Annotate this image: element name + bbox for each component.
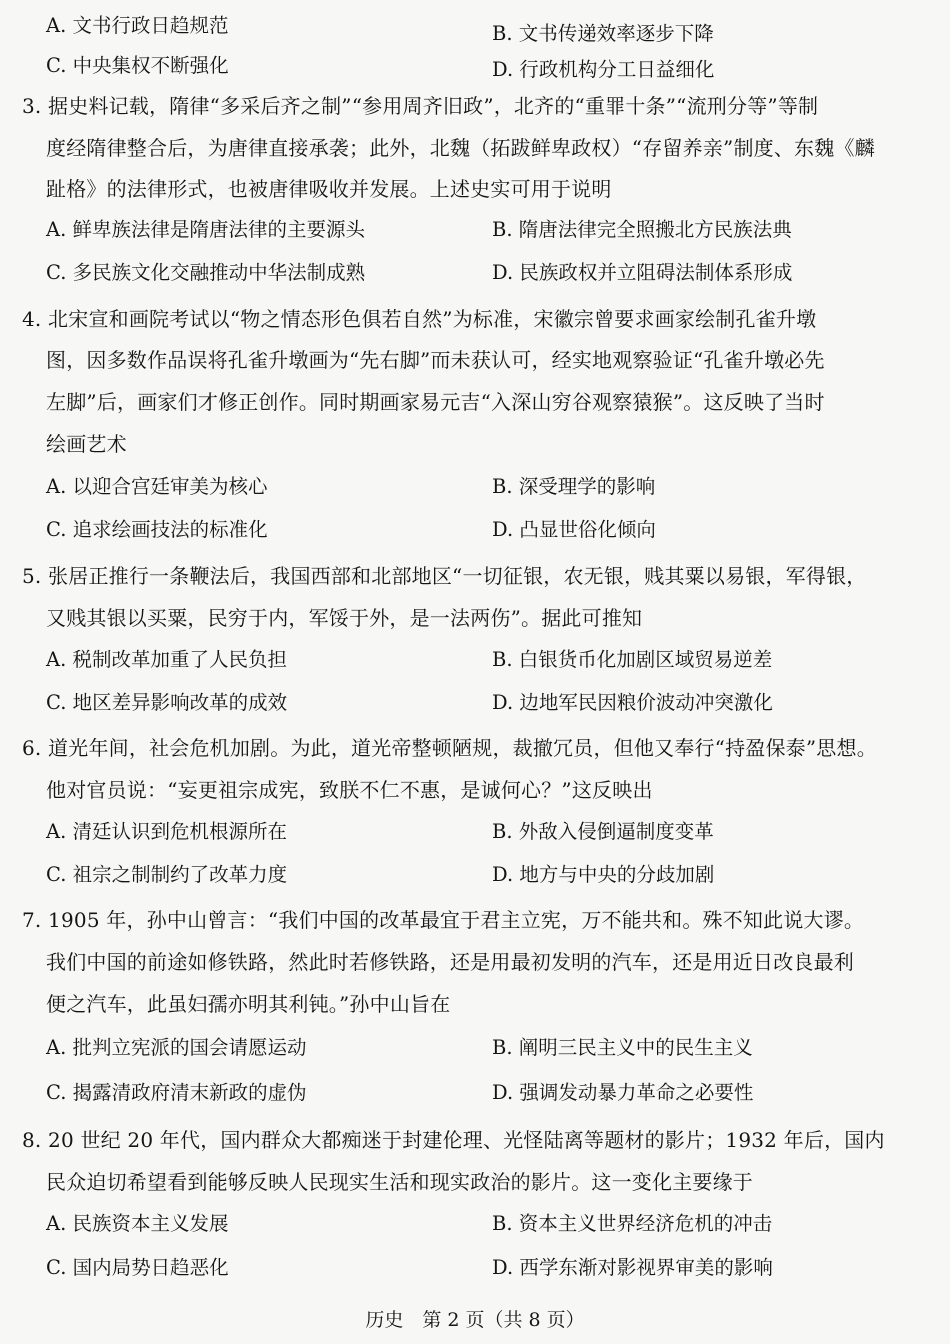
- q6-options-row-2: [0, 857, 950, 901]
- q4-options-row-1: [0, 469, 950, 513]
- q3-options-row-2: [0, 255, 950, 299]
- q5-options-row-2: [0, 685, 950, 729]
- q3-line-1: 3. 据史料记载，隋律“多采后齐之制”“参用周齐旧政”，北齐的“重罪十条”“流刑分等”等制: [22, 94, 819, 118]
- q7-options-row-1: [0, 1030, 950, 1074]
- q4-line-3: 左脚”后，画家们才修正创作。同时期画家易元吉“入深山穷谷观察猿猴”。这反映了当时: [46, 390, 825, 414]
- q6-option-b: B. 外敌入侵倒逼制度变革: [492, 820, 714, 843]
- q8-options-row-2: [0, 1250, 950, 1294]
- q7-line-2: 我们中国的前途如修铁路，然此时若修铁路，还是用最初发明的汽车，还是用近日改良最利: [46, 950, 854, 974]
- q4-option-d: D. 凸显世俗化倾向: [492, 518, 656, 541]
- q7-option-c: C. 揭露清政府清末新政的虚伪: [46, 1081, 307, 1104]
- q4-line-2: 图，因多数作品误将孔雀升墩画为“先右脚”而未获认可，经实地观察验证“孔雀升墩必先: [46, 348, 825, 372]
- q3-option-b: B. 隋唐法律完全照搬北方民族法典: [492, 218, 792, 241]
- page-footer: 历史 第 2 页（共 8 页）: [365, 1309, 585, 1331]
- q8-line-2: 民众迫切希望看到能够反映人民现实生活和现实政治的影片。这一变化主要缘于: [46, 1170, 753, 1194]
- q7-line-1: 7. 1905 年，孙中山曾言：“我们中国的改革最宜于君主立宪，万不能共和。殊不知此说大谬。: [22, 908, 865, 932]
- q6-option-c: C. 祖宗之制制约了改革力度: [46, 863, 288, 886]
- q5-option-a: A. 税制改革加重了人民负担: [46, 648, 287, 671]
- q6-option-d: D. 地方与中央的分歧加剧: [492, 863, 715, 886]
- q5-option-c: C. 地区差异影响改革的成效: [46, 691, 288, 714]
- q8-option-a: A. 民族资本主义发展: [46, 1212, 229, 1235]
- q8-option-c: C. 国内局势日趋恶化: [46, 1256, 229, 1279]
- q2-option-b: B. 文书传递效率逐步下降: [492, 22, 714, 45]
- q4-option-b: B. 深受理学的影响: [492, 475, 656, 498]
- q6-option-a: A. 清廷认识到危机根源所在: [46, 820, 287, 843]
- q4-option-a: A. 以迎合宫廷审美为核心: [46, 475, 268, 498]
- q2-option-c: C. 中央集权不断强化: [46, 54, 229, 77]
- q6-line-2: 他对官员说：“妄更祖宗成宪，致朕不仁不惠，是诚何心？”这反映出: [46, 778, 653, 802]
- q4-line-1: 4. 北宋宣和画院考试以“物之情态形色俱若自然”为标准，宋徽宗曾要求画家绘制孔雀升墩: [22, 307, 817, 331]
- q2-option-d: D. 行政机构分工日益细化: [492, 58, 715, 81]
- q4-line-4: 绘画艺术: [46, 432, 127, 456]
- q3-option-a: A. 鲜卑族法律是隋唐法律的主要源头: [46, 218, 365, 241]
- q7-line-3: 便之汽车，此虽妇孺亦明其利钝。”孙中山旨在: [46, 992, 451, 1016]
- q3-line-3: 趾格》的法律形式，也被唐律吸收并发展。上述史实可用于说明: [46, 177, 612, 201]
- q8-options-row-1: [0, 1206, 950, 1250]
- q8-option-d: D. 西学东渐对影视界审美的影响: [492, 1256, 773, 1279]
- q6-options-row-1: [0, 814, 950, 858]
- q5-line-1: 5. 张居正推行一条鞭法后，我国西部和北部地区“一切征银，农无银，贱其粟以易银，军得银，: [22, 564, 867, 588]
- q2-options-row-2: [0, 48, 950, 92]
- q2-options-row-1: [0, 8, 950, 52]
- q3-line-2: 度经隋律整合后，为唐律直接承袭；此外，北魏（拓跋鲜卑政权）“存留养亲”制度、东魏《麟: [46, 136, 875, 160]
- q3-option-c: C. 多民族文化交融推动中华法制成熟: [46, 261, 366, 284]
- q7-option-b: B. 阐明三民主义中的民生主义: [492, 1036, 753, 1059]
- q3-options-row-1: [0, 212, 950, 256]
- q4-options-row-2: [0, 512, 950, 556]
- q5-option-b: B. 白银货币化加剧区域贸易逆差: [492, 648, 773, 671]
- q5-option-d: D. 边地军民因粮价波动冲突激化: [492, 691, 773, 714]
- q4-option-c: C. 追求绘画技法的标准化: [46, 518, 268, 541]
- q8-line-1: 8. 20 世纪 20 年代，国内群众大都痴迷于封建伦理、光怪陆离等题材的影片；1932 年后，国内: [22, 1128, 885, 1152]
- q8-option-b: B. 资本主义世界经济危机的冲击: [492, 1212, 773, 1235]
- q2-option-a: A. 文书行政日趋规范: [46, 14, 229, 37]
- q7-option-a: A. 批判立宪派的国会请愿运动: [46, 1036, 307, 1059]
- q3-option-d: D. 民族政权并立阻碍法制体系形成: [492, 261, 793, 284]
- q7-option-d: D. 强调发动暴力革命之必要性: [492, 1081, 754, 1104]
- q7-options-row-2: [0, 1075, 950, 1119]
- q5-line-2: 又贱其银以买粟，民穷于内，军馁于外，是一法两伤”。据此可推知: [46, 606, 643, 630]
- q6-line-1: 6. 道光年间，社会危机加剧。为此，道光帝整顿陋规，裁撤冗员，但他又奉行“持盈保泰”思想。: [22, 736, 877, 760]
- q5-options-row-1: [0, 642, 950, 686]
